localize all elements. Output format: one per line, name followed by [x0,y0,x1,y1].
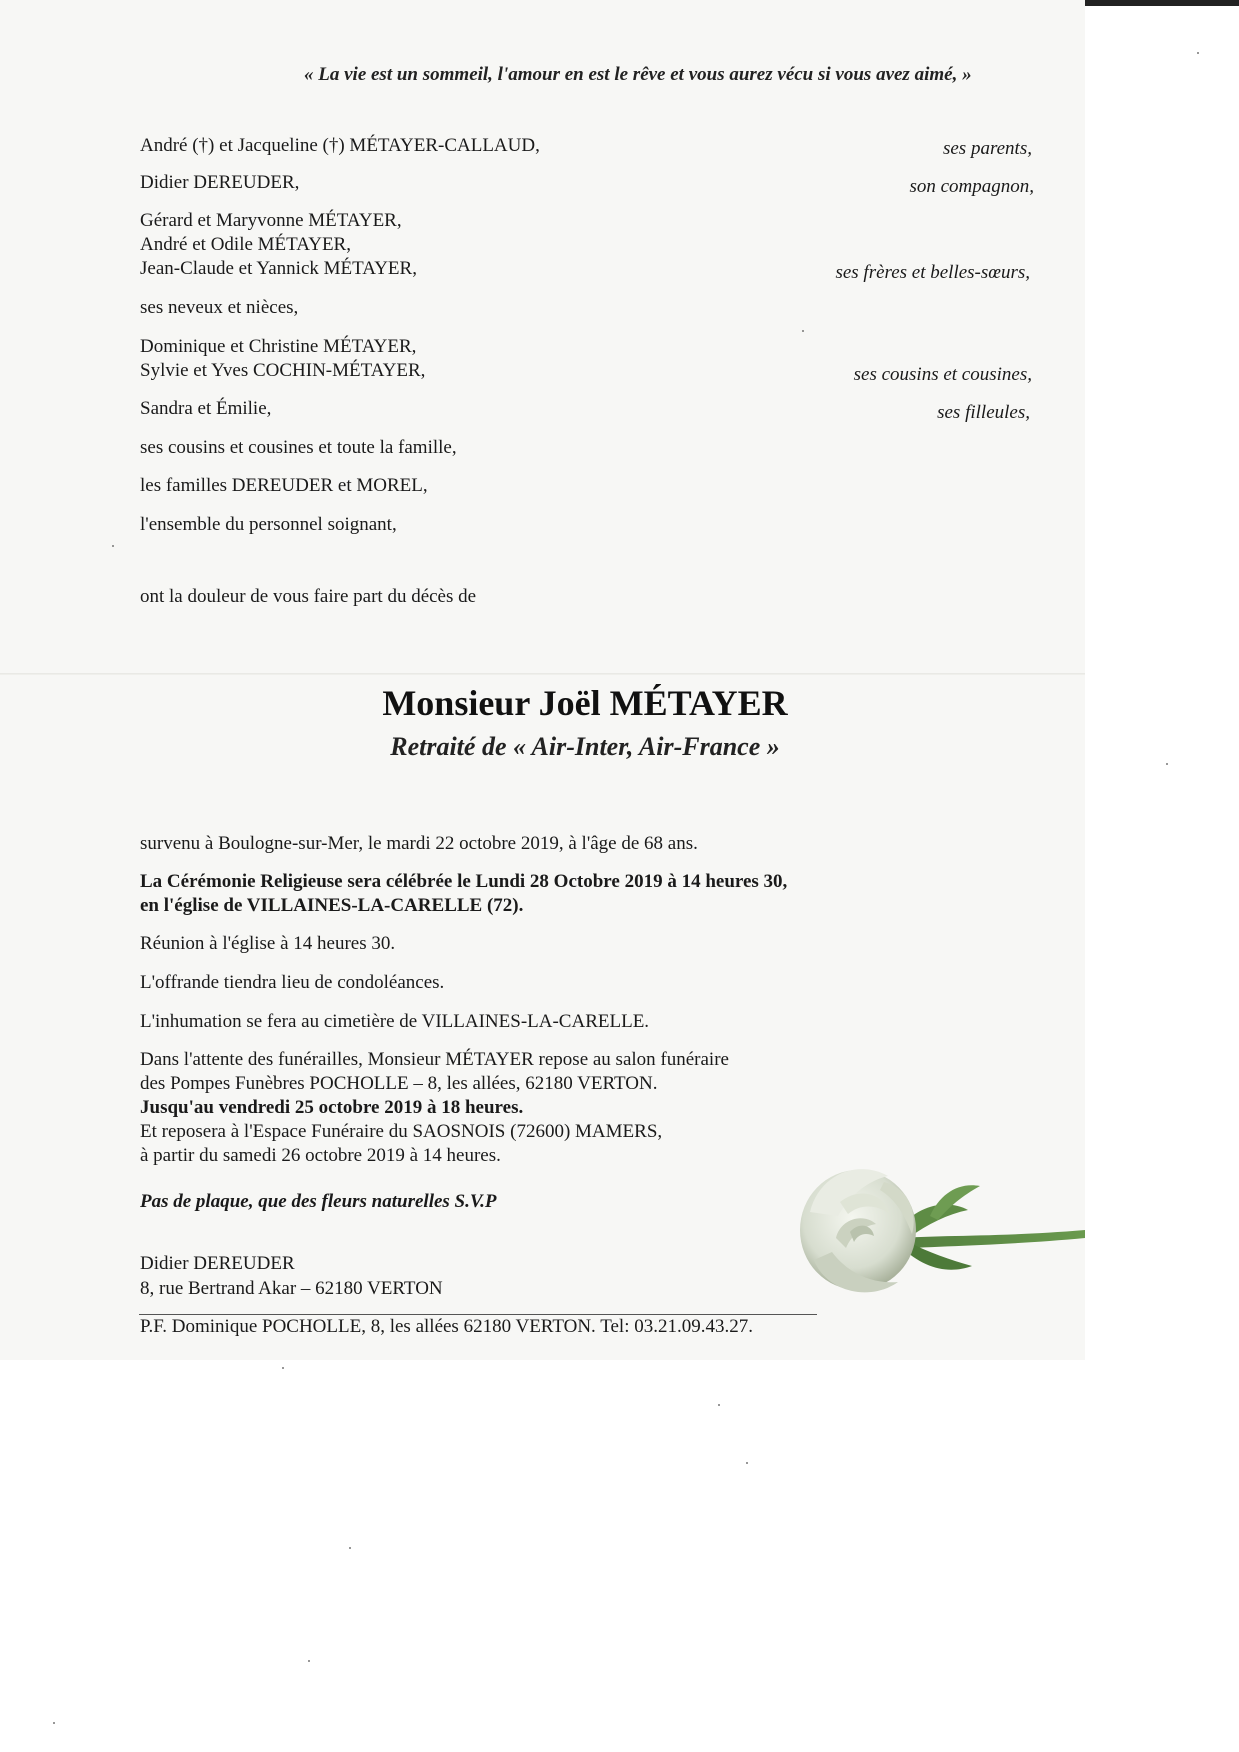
family-line: ses cousins et cousines et toute la famille, [140,437,457,458]
family-line: André et Odile MÉTAYER, [140,234,351,255]
scan-edge [1085,0,1239,6]
wake-line: des Pompes Funèbres POCHOLLE – 8, les allées, 62180 VERTON. [140,1073,658,1094]
wake-line: Jusqu'au vendredi 25 octobre 2019 à 18 heures. [140,1097,524,1118]
offering-text: L'offrande tiendra lieu de condoléances. [140,972,445,993]
family-line: ses neveux et nièces, [140,297,299,318]
wake-line: Et reposera à l'Espace Funéraire du SAOSNOIS (72600) MAMERS, [140,1121,663,1142]
meeting-text: Réunion à l'église à 14 heures 30. [140,933,396,954]
scan-speck [308,1660,310,1662]
role-label: ses frères et belles-sœurs, [835,262,1030,283]
epigraph-quote: « La vie est un sommeil, l'amour en est le rêve et vous aurez vécu si vous avez aimé, » [304,64,972,85]
funeral-home-info: P.F. Dominique POCHOLLE, 8, les allées 62180 VERTON. Tel: 03.21.09.43.27. [140,1316,753,1337]
ceremony-line: en l'église de VILLAINES-LA-CARELLE (72). [140,895,524,916]
scan-speck [746,1462,748,1464]
deceased-name: Monsieur Joël MÉTAYER [382,683,788,723]
flowers-note: Pas de plaque, que des fleurs naturelles S.V.P [140,1191,497,1212]
scan-speck [718,1404,720,1406]
family-line: Dominique et Christine MÉTAYER, [140,336,417,357]
family-line: Gérard et Maryvonne MÉTAYER, [140,210,402,231]
role-label: ses parents, [942,138,1032,159]
white-rose-image [780,1142,1085,1312]
scan-speck [112,545,114,547]
family-line: André (†) et Jacqueline (†) MÉTAYER-CALLAUD, [140,135,540,156]
family-line: Jean-Claude et Yannick MÉTAYER, [140,258,417,279]
role-label: ses filleules, [937,402,1030,423]
scan-speck [1197,52,1199,54]
deceased-subtitle: Retraité de « Air-Inter, Air-France » [390,732,780,761]
wake-line: Dans l'attente des funérailles, Monsieur MÉTAYER repose au salon funéraire [140,1049,729,1070]
family-line: l'ensemble du personnel soignant, [140,514,397,535]
scan-speck [53,1722,55,1724]
role-label: son compagnon, [909,176,1034,197]
scan-speck [802,330,804,332]
family-line: Sylvie et Yves COCHIN-MÉTAYER, [140,360,426,381]
wake-line: à partir du samedi 26 octobre 2019 à 14 heures. [140,1145,501,1166]
burial-text: L'inhumation se fera au cimetière de VILLAINES-LA-CARELLE. [140,1011,650,1032]
role-label: ses cousins et cousines, [853,364,1032,385]
family-line: Didier DEREUDER, [140,172,300,193]
contact-name: Didier DEREUDER [140,1253,295,1274]
announcement-text: ont la douleur de vous faire part du décès de [140,586,477,607]
contact-address: 8, rue Bertrand Akar – 62180 VERTON [140,1278,443,1299]
family-line: Sandra et Émilie, [140,398,272,419]
scan-speck [1166,763,1168,765]
death-notice: survenu à Boulogne-sur-Mer, le mardi 22 octobre 2019, à l'âge de 68 ans. [140,833,698,854]
card-fold [0,673,1085,675]
ceremony-line: La Cérémonie Religieuse sera célébrée le Lundi 28 Octobre 2019 à 14 heures 30, [140,871,788,892]
scan-speck [282,1367,284,1369]
scan-speck [349,1547,351,1549]
family-line: les familles DEREUDER et MOREL, [140,475,428,496]
